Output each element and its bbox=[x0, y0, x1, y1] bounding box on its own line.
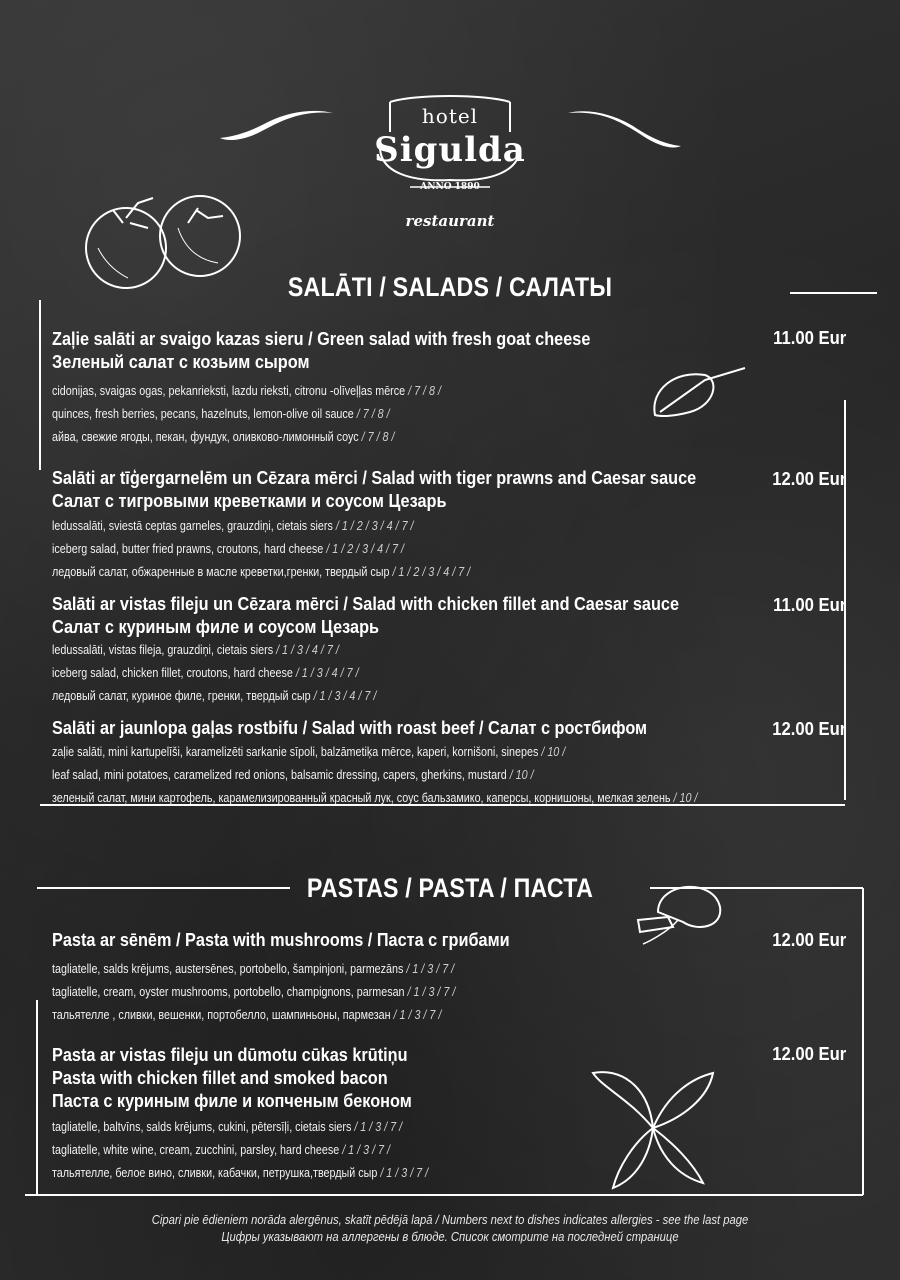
allergen-codes: / 7 / 8 / bbox=[408, 384, 441, 398]
allergen-codes: / 1 / 3 / 7 / bbox=[354, 1120, 403, 1134]
desc-line bbox=[52, 981, 455, 1004]
desc-text: тальятелле , сливки, вешенки, портобелло, шампиньоны, пармезан bbox=[52, 1008, 391, 1022]
desc-line bbox=[52, 538, 470, 561]
dish-title bbox=[52, 592, 686, 638]
allergen-codes: / 1 / 3 / 7 / bbox=[407, 985, 456, 999]
allergen-codes: / 7 / 8 / bbox=[356, 407, 390, 421]
desc-line bbox=[52, 1139, 428, 1162]
dish-title-line: Салат с куриным филе и соусом Цезарь bbox=[52, 616, 380, 637]
dish-title bbox=[52, 716, 686, 739]
desc-line bbox=[52, 380, 441, 403]
allergen-codes: / 1 / 2 / 3 / 4 / 7 / bbox=[392, 565, 471, 579]
dish-price: 12.00 Eur bbox=[771, 468, 846, 489]
allergen-codes: / 1 / 2 / 3 / 4 / 7 / bbox=[335, 519, 414, 533]
desc-text: ледовый салат, куриное филе, гренки, твердый сыр bbox=[52, 689, 311, 703]
desc-text: ledussalāti, sviestā ceptas garneles, grauzdiņi, cietais siers bbox=[52, 519, 333, 533]
desc-line bbox=[52, 958, 455, 981]
desc-text: тальятелле, белое вино, сливки, кабачки, петрушка,твердый сыр bbox=[52, 1166, 378, 1180]
allergen-codes: / 1 / 3 / 7 / bbox=[393, 1008, 442, 1022]
desc-line bbox=[52, 741, 697, 764]
desc-line bbox=[52, 561, 470, 584]
dish-title-line: Салат с тигровыми креветками и соусом Цезарь bbox=[52, 490, 447, 511]
logo-anno: ANNO 1890 bbox=[420, 182, 480, 192]
desc-text: leaf salad, mini potatoes, caramelized red onions, balsamic dressing, capers, gherkins, mustard bbox=[52, 768, 507, 782]
allergen-codes: / 1 / 3 / 7 / bbox=[406, 962, 455, 976]
allergen-codes: / 1 / 3 / 7 / bbox=[380, 1166, 429, 1180]
dish-description bbox=[52, 741, 697, 810]
pasta-section-title: PASTAS / PASTA / ПАСТА bbox=[306, 873, 594, 903]
desc-line bbox=[52, 685, 376, 708]
dish-title-line: Salāti ar jaunlopa gaļas rostbifu / Salad with roast beef / Салат с ростбифом bbox=[52, 717, 648, 738]
desc-line bbox=[52, 764, 697, 787]
desc-line bbox=[52, 1116, 428, 1139]
desc-text: зеленый салат, мини картофель, карамелизированный красный лук, соус бальзамико, каперсы, корнишоны, мелкая зелень bbox=[52, 791, 671, 805]
desc-text: tagliatelle, white wine, cream, zucchini, parsley, hard cheese bbox=[52, 1143, 340, 1157]
dish-description bbox=[52, 515, 470, 584]
hotel-logo bbox=[360, 92, 540, 242]
desc-text: iceberg salad, butter fried prawns, croutons, hard cheese bbox=[52, 542, 324, 556]
desc-text: ледовый салат, обжаренные в масле креветки,гренки, твердый сыр bbox=[52, 565, 390, 579]
dish-title-line: Pasta ar vistas fileju un dūmotu cūkas krūtiņu bbox=[52, 1044, 408, 1065]
desc-line bbox=[52, 662, 376, 685]
allergen-codes: / 10 / bbox=[673, 791, 698, 805]
dish-title bbox=[52, 1043, 686, 1112]
desc-text: tagliatelle, baltvīns, salds krējums, cukini, pētersīļi, cietais siers bbox=[52, 1120, 352, 1134]
dish-description bbox=[52, 639, 376, 708]
dish-title-line: Zaļie salāti ar svaigo kazas sieru / Green salad with fresh goat cheese bbox=[52, 328, 591, 349]
footnote-line: Cipari pie ēdieniem norāda alergēnus, skatīt pēdējā lapā / Numbers next to dishes indicates allergies - see the last page bbox=[151, 1213, 749, 1227]
left-flourish-icon bbox=[218, 108, 338, 148]
right-flourish-icon bbox=[563, 108, 683, 158]
desc-text: zaļie salāti, mini kartupelīši, karamelizēti sarkanie sīpoli, balzāmetiķa mērce, kaperi, kornišoni, sinepes bbox=[52, 745, 539, 759]
allergen-codes: / 1 / 2 / 3 / 4 / 7 / bbox=[326, 542, 404, 556]
desc-text: ledussalāti, vistas fileja, grauzdiņi, cietais siers bbox=[52, 643, 274, 657]
desc-text: iceberg salad, chicken fillet, croutons, hard cheese bbox=[52, 666, 293, 680]
desc-text: cidonijas, svaigas ogas, pekanrieksti, lazdu rieksti, citronu -olīveļļas mērce bbox=[52, 384, 406, 398]
logo-restaurant: restaurant bbox=[405, 212, 495, 230]
dish-title bbox=[52, 928, 686, 951]
desc-line bbox=[52, 426, 441, 449]
desc-line bbox=[52, 1162, 428, 1185]
allergen-codes: / 7 / 8 / bbox=[361, 430, 395, 444]
desc-line bbox=[52, 639, 376, 662]
dish-price: 11.00 Eur bbox=[772, 594, 846, 615]
dish-title-line: Зеленый салат с козьим сыром bbox=[52, 351, 310, 372]
desc-line bbox=[52, 1004, 455, 1027]
allergen-codes: / 1 / 3 / 7 / bbox=[342, 1143, 391, 1157]
desc-text: tagliatelle, cream, oyster mushrooms, portobello, champignons, parmesan bbox=[52, 985, 405, 999]
dish-description bbox=[52, 958, 455, 1027]
dish-price: 12.00 Eur bbox=[771, 929, 846, 950]
dish-price: 12.00 Eur bbox=[771, 718, 846, 739]
dish-title-line: Salāti ar vistas fileju un Cēzara mērci / Salad with chicken fillet and Caesar sauce bbox=[52, 593, 680, 614]
allergen-codes: / 1 / 3 / 4 / 7 / bbox=[295, 666, 359, 680]
desc-text: quinces, fresh berries, pecans, hazelnuts, lemon-olive oil sauce bbox=[52, 407, 354, 421]
dish-title-line: Pasta with chicken fillet and smoked bacon bbox=[52, 1067, 388, 1088]
allergen-codes: / 1 / 3 / 4 / 7 / bbox=[313, 689, 377, 703]
logo-name: Sigulda bbox=[374, 130, 526, 170]
logo-hotel-text: hotel bbox=[421, 104, 479, 128]
dish-price: 11.00 Eur bbox=[772, 327, 846, 348]
dish-price: 12.00 Eur bbox=[771, 1043, 846, 1064]
desc-line bbox=[52, 403, 441, 426]
dish-title bbox=[52, 327, 686, 373]
salads-section-title: SALĀTI / SALADS / САЛАТЫ bbox=[287, 272, 613, 302]
dish-title-line: Salāti ar tīģergarnelēm un Cēzara mērci / Salad with tiger prawns and Caesar sauce bbox=[52, 467, 697, 488]
allergen-codes: / 10 / bbox=[509, 768, 534, 782]
desc-line bbox=[52, 787, 697, 810]
allergen-footnote bbox=[45, 1212, 855, 1246]
allergen-codes: / 1 / 3 / 4 / 7 / bbox=[276, 643, 339, 657]
allergen-codes: / 10 / bbox=[541, 745, 566, 759]
dish-description bbox=[52, 380, 441, 449]
desc-line bbox=[52, 515, 470, 538]
desc-text: tagliatelle, salds krējums, austersēnes, portobello, šampinjoni, parmezāns bbox=[52, 962, 404, 976]
dish-title bbox=[52, 466, 697, 512]
dish-description bbox=[52, 1116, 428, 1185]
footnote-line: Цифры указывают на аллергены в блюде. Список смотрите на последней странице bbox=[221, 1230, 679, 1244]
dish-title-line: Паста с куриным филе и копченым беконом bbox=[52, 1090, 412, 1111]
dish-title-line: Pasta ar sēnēm / Pasta with mushrooms / Паста с грибами bbox=[52, 929, 510, 950]
desc-text: айва, свежие ягоды, пекан, фундук, оливково-лимонный соус bbox=[52, 430, 359, 444]
